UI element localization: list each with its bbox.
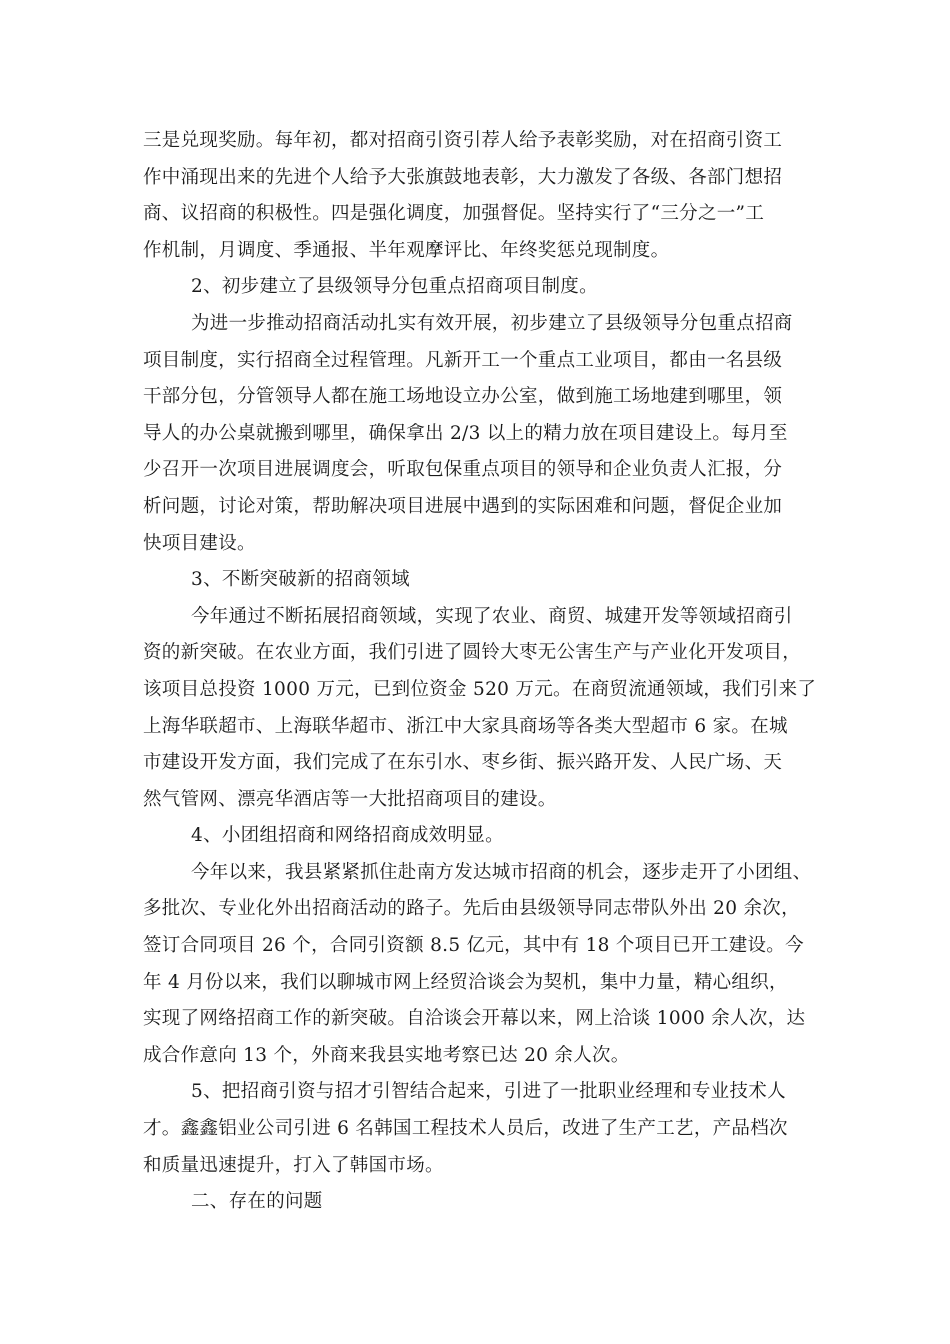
text-line: 和质量迅速提升，打入了韩国市场。	[143, 1154, 444, 1176]
text-line: 然气管网、漂亮华酒店等一大批招商项目的建设。	[143, 788, 557, 810]
text-line: 资的新突破。在农业方面，我们引进了圆铃大枣无公害生产与产业化开发项目，	[143, 642, 802, 664]
text-line: 成合作意向 13 个，外商来我县实地考察已达 20 余人次。	[143, 1044, 630, 1066]
document-body	[143, 123, 828, 1221]
paragraph-first-line: 今年通过不断拓展招商领域，实现了农业、商贸、城建开发等领域招商引	[191, 605, 793, 627]
paragraph-first-line: 4、小团组招商和网络招商成效明显。	[191, 825, 504, 847]
text-line: 少召开一次项目进展调度会，听取包保重点项目的领导和企业负责人汇报，分	[143, 459, 783, 481]
text-line: 市建设开发方面，我们完成了在东引水、枣乡街、振兴路开发、人民广场、天	[143, 752, 783, 774]
text-line: 实现了网络招商工作的新突破。自洽谈会开幕以来，网上洽谈 1000 余人次，达	[143, 1008, 806, 1030]
text-line: 快项目建设。	[143, 532, 256, 554]
text-line: 才。鑫鑫铝业公司引进 6 名韩国工程技术人员后，改进了生产工艺，产品档次	[143, 1118, 788, 1140]
text-line: 项目制度，实行招商全过程管理。凡新开工一个重点工业项目，都由一名县级	[143, 349, 783, 371]
text-line: 该项目总投资 1000 万元，已到位资金 520 万元。在商贸流通领域，我们引来了	[143, 678, 817, 700]
text-line: 年 4 月份以来，我们以聊城市网上经贸洽谈会为契机，集中力量，精心组织，	[143, 971, 788, 993]
text-line: 导人的办公桌就搬到哪里，确保拿出 2/3 以上的精力放在项目建设上。每月至	[143, 422, 788, 444]
paragraph-first-line: 为进一步推动招商活动扎实有效开展，初步建立了县级领导分包重点招商	[191, 312, 793, 334]
text-line: 多批次、专业化外出招商活动的路子。先后由县级领导同志带队外出 20 余次，	[143, 898, 800, 920]
text-line: 签订合同项目 26 个，合同引资额 8.5 亿元，其中有 18 个项目已开工建设。今	[143, 935, 804, 957]
text-line: 作中涌现出来的先进个人给予大张旗鼓地表彰，大力激发了各级、各部门想招	[143, 166, 783, 188]
paragraph-first-line: 3、不断突破新的招商领域	[191, 569, 410, 591]
paragraph-first-line: 5、把招商引资与招才引智结合起来，引进了一批职业经理和专业技术人	[191, 1081, 786, 1103]
text-line: 析问题，讨论对策，帮助解决项目进展中遇到的实际困难和问题，督促企业加	[143, 495, 783, 517]
text-line: 上海华联超市、上海联华超市、浙江中大家具商场等各类大型超市 6 家。在城	[143, 715, 788, 737]
paragraph-first-line: 2、初步建立了县级领导分包重点招商项目制度。	[191, 276, 598, 298]
text-line: 三是兑现奖励。每年初，都对招商引资引荐人给予表彰奖励，对在招商引资工	[143, 130, 783, 151]
text-line: 商、议招商的积极性。四是强化调度，加强督促。坚持实行了“三分之一”工	[143, 203, 765, 225]
text-line: 作机制，月调度、季通报、半年观摩评比、年终奖惩兑现制度。	[143, 239, 670, 261]
paragraph-first-line: 二、存在的问题	[191, 1191, 323, 1213]
text-line: 干部分包，分管领导人都在施工场地设立办公室，做到施工场地建到哪里，领	[143, 386, 783, 408]
paragraph-first-line: 今年以来，我县紧紧抓住赴南方发达城市招商的机会，逐步走开了小团组、	[191, 861, 812, 883]
